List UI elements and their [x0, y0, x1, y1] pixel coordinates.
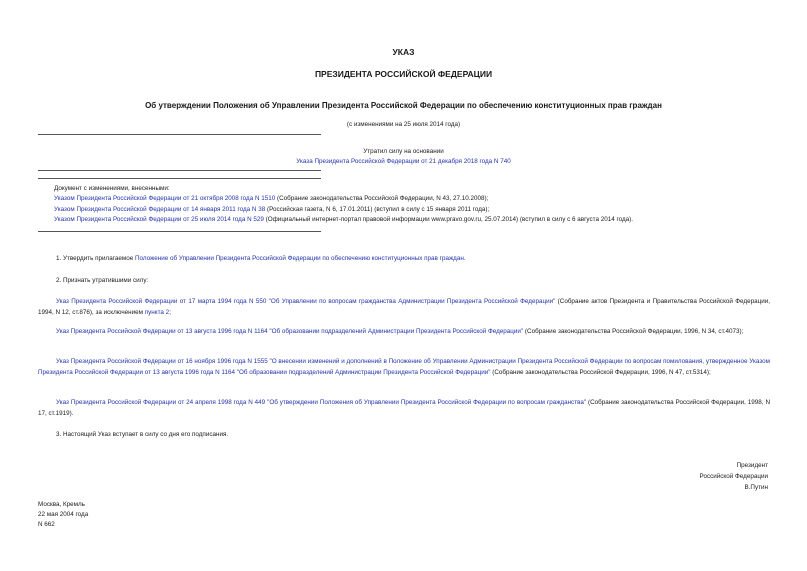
change-item: Указом Президента Российской Федерации от 21 октября 2008 года N 1510 (Собрание законодательства Российской Федерации, N 43, 27.10.2008); — [54, 195, 489, 202]
issuer-title: ПРЕЗИДЕНТА РОССИЙСКОЙ ФЕДЕРАЦИИ — [314, 69, 493, 79]
change-link[interactable]: Указом Президента Российской Федерации от 14 января 2011 года N 38 — [54, 206, 266, 213]
divider — [38, 178, 321, 179]
regulation-link[interactable]: Положение об Управлении Президента Российской Федерации по обеспечению конституционных прав граждан — [134, 255, 464, 262]
signing-date: 22 мая 2004 года — [38, 511, 89, 518]
change-link[interactable]: Указом Президента Российской Федерации от 21 октября 2008 года N 1510 — [54, 195, 276, 202]
signing-place: Москва, Кремль — [38, 501, 85, 508]
signatory-name: В.Путин — [744, 484, 768, 491]
clause-link[interactable]: пункта 2 — [144, 309, 170, 316]
changes-intro: Документ с изменениями, внесенными: — [54, 185, 170, 192]
change-link[interactable]: Указом Президента Российской Федерации от 25 июля 2014 года N 529 — [54, 216, 264, 223]
change-item: Указом Президента Российской Федерации от 25 июля 2014 года N 529 (Официальный интернет-портал правовой информации www.pravo.gov.ru, 25.07.2014) (вступил в силу с 6 августа 2014 года). — [54, 216, 634, 223]
signature-block — [700, 460, 768, 493]
signature-line: Российской Федерации — [699, 473, 768, 480]
revoked-label: Утратил силу на основании — [363, 148, 444, 155]
paragraph-3: 3. Настоящий Указ вступает в силу со дня его подписания. — [56, 431, 229, 438]
divider — [38, 170, 321, 171]
document-heading: Об утверждении Положения об Управлении Президента Российской Федерации по обеспечению конституционных прав граждан — [145, 101, 662, 110]
decree-number: N 662 — [38, 521, 55, 528]
decree-link[interactable]: Указ Президента Российской Федерации от 13 августа 1996 года N 1164 "Об образовании подразделений Администрации Президента Российской Федерации" — [56, 328, 524, 335]
repealed-decree-3: Указ Президента Российской Федерации от 16 ноября 1996 года N 1555 "О внесении изменений и дополнений в Положение об Управлении Администрации Президента Российской Федерации по вопросам помилования, утвержденное Указом Президента Российской Федерации от 13 августа 1996 года N 1164 "Об образовании подразделений Администрации Президента Российской Федерации" (Собрание законодательства Российской Федерации, 1996, N 47, ст.5314); — [38, 358, 770, 376]
amendment-note: (с изменениями на 25 июля 2014 года) — [346, 121, 461, 128]
decree-link[interactable]: Указ Президента Российской Федерации от 16 ноября 1996 года N 1555 "О внесении изменений и дополнений в Положение об Управлении Администрации Президента Российской Федерации по вопросам помилования, утвержденное Указом Президента Российской Федерации от 13 августа 1996 года N 1164 "Об образовании подразделений Администрации Президента Российской Федерации" — [38, 358, 770, 376]
decree-link[interactable]: Указ Президента Российской Федерации от 17 марта 1994 года N 550 "Об Управлении по вопросам гражданства Администрации Президента Российской Федерации" — [56, 298, 556, 305]
repealed-decree-1: Указ Президента Российской Федерации от 17 марта 1994 года N 550 "Об Управлении по вопросам гражданства Администрации Президента Российской Федерации" (Собрание актов Президента и Правительства Российской Федерации, 1994, N 12, ст.876), за исключением пункта 2; — [38, 298, 770, 316]
repealed-decree-4: Указ Президента Российской Федерации от 24 апреля 1998 года N 449 "Об утверждении Положения об Управлении Президента Российской Федерации по вопросам гражданства" (Собрание законодательства Российской Федерации, 1998, N 17, ст.1919). — [38, 399, 770, 417]
divider — [38, 134, 321, 135]
paragraph-2: 2. Признать утратившими силу: — [56, 277, 149, 284]
change-item: Указом Президента Российской Федерации от 14 января 2011 года N 38 (Российская газета, N 6, 17.01.2011) (вступил в силу с 15 января 2011 года); — [54, 206, 490, 213]
paragraph-1: 1. Утвердить прилагаемое Положение об Управлении Президента Российской Федерации по обеспечению конституционных прав граждан. — [56, 255, 466, 262]
revoked-by-link[interactable]: Указа Президента Российской Федерации от 21 декабря 2018 года N 740 — [296, 158, 511, 165]
divider — [38, 231, 321, 232]
doc-type-title: УКАЗ — [392, 47, 415, 57]
repealed-decree-2: Указ Президента Российской Федерации от 13 августа 1996 года N 1164 "Об образовании подразделений Администрации Президента Российской Федерации" (Собрание законодательства Российской Федерации, 1996, N 34, ст.4073); — [56, 328, 744, 335]
signature-line: Президент — [736, 462, 768, 469]
signing-details — [38, 500, 88, 530]
decree-link[interactable]: Указ Президента Российской Федерации от 24 апреля 1998 года N 449 "Об утверждении Положения об Управлении Президента Российской Федерации по вопросам гражданства" — [56, 399, 587, 406]
